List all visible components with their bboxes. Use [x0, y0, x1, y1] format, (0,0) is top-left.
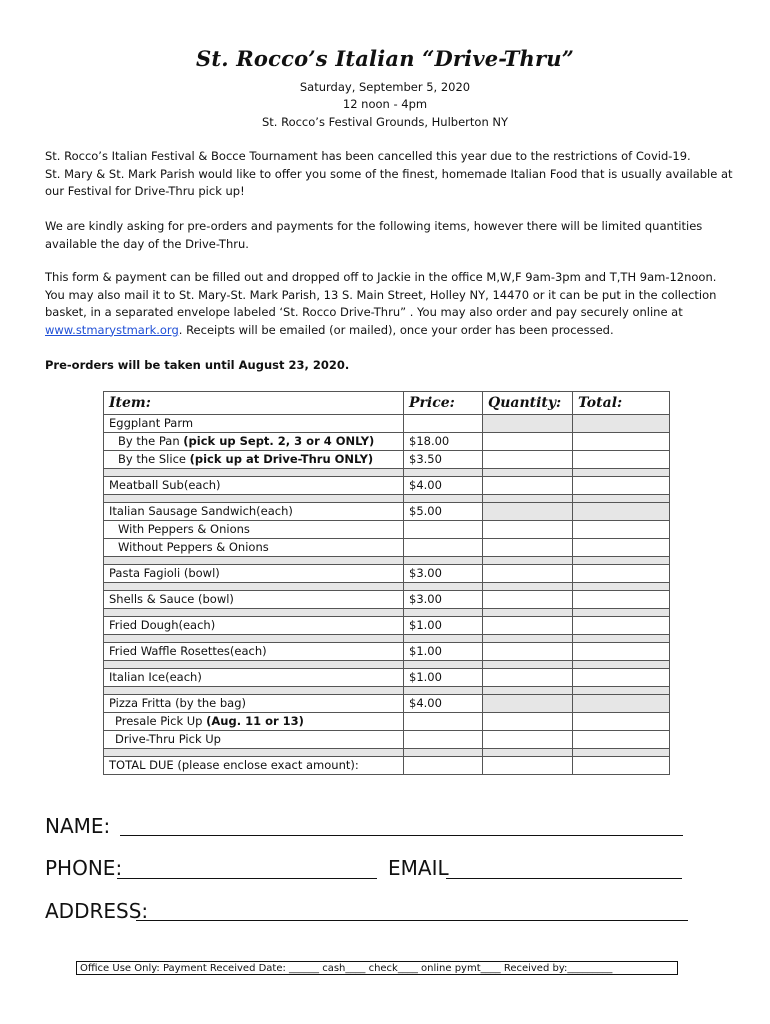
separator-row: [104, 749, 670, 757]
total-cell[interactable]: [573, 669, 670, 687]
preorder-line: We are kindly asking for pre-orders and payments for the following items, however there will be limited quantities: [45, 219, 703, 233]
price-cell: [404, 539, 483, 557]
item-cell: [104, 433, 404, 451]
item-cell: Without Peppers & Onions: [104, 539, 404, 557]
receipts-text: . Receipts will be emailed (or mailed), once your order has been processed.: [178, 322, 614, 337]
price-cell: [404, 731, 483, 749]
item-note: (pick up at Drive-Thru ONLY): [189, 452, 374, 466]
item-cell: Fried Waffle Rosettes(each): [104, 643, 404, 661]
instructions-paragraph: [45, 269, 735, 339]
table-row: [104, 713, 670, 731]
item-label: Presale Pick Up: [115, 714, 207, 728]
quantity-cell[interactable]: [483, 503, 573, 521]
price-cell: [404, 713, 483, 731]
quantity-cell[interactable]: [483, 669, 573, 687]
instructions-line: [45, 322, 735, 340]
table-row: [104, 503, 670, 521]
price-cell: $4.00: [404, 477, 483, 495]
event-location: St. Rocco’s Festival Grounds, Hulberton NY: [261, 115, 509, 129]
item-note: (pick up Sept. 2, 3 or 4 ONLY): [183, 434, 375, 448]
total-header: Total:: [573, 392, 670, 415]
separator-row: [104, 661, 670, 669]
quantity-cell[interactable]: [483, 521, 573, 539]
total-cell[interactable]: [573, 731, 670, 749]
table-row: [104, 451, 670, 469]
quantity-cell[interactable]: [483, 477, 573, 495]
separator-row: [104, 495, 670, 503]
item-header: Item:: [104, 392, 404, 415]
item-cell: Italian Sausage Sandwich(each): [104, 503, 404, 521]
total-due-label: TOTAL DUE (please enclose exact amount):: [104, 757, 404, 775]
item-cell: With Peppers & Onions: [104, 521, 404, 539]
price-cell: $3.00: [404, 565, 483, 583]
event-time: 12 noon - 4pm: [342, 97, 428, 111]
email-label: EMAIL: [388, 856, 449, 880]
price-cell: $1.00: [404, 643, 483, 661]
item-cell: Meatball Sub(each): [104, 477, 404, 495]
office-use-box: Office Use Only: Payment Received Date: ______ cash____ check____ online pymt____ Received by:_________: [76, 961, 678, 975]
item-label: By the Slice: [118, 452, 190, 466]
quantity-cell[interactable]: [483, 415, 573, 433]
total-due-row: [104, 757, 670, 775]
name-field[interactable]: [120, 817, 683, 836]
intro-line: St. Mary & St. Mark Parish would like to offer you some of the finest, homemade Italian Food that is usually available at: [45, 166, 733, 181]
quantity-cell[interactable]: [483, 591, 573, 609]
order-table: [103, 391, 670, 775]
intro-line: our Festival for Drive-Thru pick up!: [45, 184, 245, 198]
item-cell: [104, 713, 404, 731]
parish-website-link[interactable]: www.stmarystmark.org: [45, 322, 179, 337]
deadline-text: Pre-orders will be taken until August 23, 2020.: [45, 358, 350, 372]
quantity-cell[interactable]: [483, 643, 573, 661]
price-cell: [404, 415, 483, 433]
quantity-cell[interactable]: [483, 757, 573, 775]
table-row: [104, 539, 670, 557]
page-title: St. Rocco’s Italian “Drive-Thru”: [195, 46, 575, 71]
table-row: [104, 415, 670, 433]
item-label: By the Pan: [118, 434, 184, 448]
email-field[interactable]: [446, 860, 682, 879]
total-cell[interactable]: [573, 591, 670, 609]
total-cell[interactable]: [573, 713, 670, 731]
total-cell[interactable]: [573, 503, 670, 521]
total-cell[interactable]: [573, 565, 670, 583]
table-row: [104, 433, 670, 451]
separator-row: [104, 557, 670, 565]
total-cell[interactable]: [573, 695, 670, 713]
quantity-header: Quantity:: [483, 392, 573, 415]
item-cell: Drive-Thru Pick Up: [104, 731, 404, 749]
separator-row: [104, 687, 670, 695]
price-cell: $3.50: [404, 451, 483, 469]
intro-line: St. Rocco’s Italian Festival & Bocce Tournament has been cancelled this year due to the restrictions of Covid-19.: [45, 149, 691, 163]
price-cell: $1.00: [404, 669, 483, 687]
table-row: [104, 617, 670, 635]
phone-label: PHONE:: [45, 856, 123, 880]
address-label: ADDRESS:: [45, 899, 149, 923]
quantity-cell[interactable]: [483, 731, 573, 749]
table-row: [104, 521, 670, 539]
price-cell: $18.00: [404, 433, 483, 451]
separator-row: [104, 583, 670, 591]
quantity-cell[interactable]: [483, 433, 573, 451]
table-header-row: [104, 392, 670, 415]
total-cell[interactable]: [573, 415, 670, 433]
quantity-cell[interactable]: [483, 539, 573, 557]
total-cell[interactable]: [573, 477, 670, 495]
table-row: [104, 731, 670, 749]
total-cell[interactable]: [573, 433, 670, 451]
price-header: Price:: [404, 392, 483, 415]
item-cell: Shells & Sauce (bowl): [104, 591, 404, 609]
separator-row: [104, 469, 670, 477]
phone-field[interactable]: [117, 860, 377, 879]
preorder-line: available the day of the Drive-Thru.: [45, 236, 249, 251]
item-cell: Pasta Fagioli (bowl): [104, 565, 404, 583]
price-cell: [404, 757, 483, 775]
item-cell: [104, 451, 404, 469]
total-cell[interactable]: [573, 451, 670, 469]
table-row: [104, 669, 670, 687]
table-row: [104, 695, 670, 713]
item-cell: Fried Dough(each): [104, 617, 404, 635]
instructions-line: This form & payment can be filled out and dropped off to Jackie in the office M,W,F 9am-3pm and T,TH 9am-12noon.: [45, 270, 717, 284]
preorder-paragraph: [45, 218, 735, 253]
price-cell: $5.00: [404, 503, 483, 521]
table-row: [104, 591, 670, 609]
quantity-cell[interactable]: [483, 695, 573, 713]
instructions-line: You may also mail it to St. Mary-St. Mark Parish, 13 S. Main Street, Holley NY, 14470 or it can be put in the collection: [45, 287, 717, 302]
price-cell: $1.00: [404, 617, 483, 635]
total-due-cell[interactable]: [573, 757, 670, 775]
name-label: NAME:: [45, 814, 111, 838]
total-cell[interactable]: [573, 521, 670, 539]
quantity-cell[interactable]: [483, 451, 573, 469]
separator-row: [104, 635, 670, 643]
item-cell: Eggplant Parm: [104, 415, 404, 433]
price-cell: $3.00: [404, 591, 483, 609]
price-cell: $4.00: [404, 695, 483, 713]
address-field[interactable]: [136, 902, 688, 921]
total-cell[interactable]: [573, 539, 670, 557]
item-note: (Aug. 11 or 13): [206, 714, 304, 728]
separator-row: [104, 609, 670, 617]
total-cell[interactable]: [573, 617, 670, 635]
intro-paragraph: [45, 148, 735, 201]
total-cell[interactable]: [573, 643, 670, 661]
instructions-line: basket, in a separated envelope labeled ‘St. Rocco Drive-Thru” . You may also order and pay securely online at: [45, 305, 683, 319]
table-row: [104, 477, 670, 495]
item-cell: Italian Ice(each): [104, 669, 404, 687]
quantity-cell[interactable]: [483, 565, 573, 583]
table-row: [104, 565, 670, 583]
quantity-cell[interactable]: [483, 713, 573, 731]
table-row: [104, 643, 670, 661]
price-cell: [404, 521, 483, 539]
item-cell: Pizza Fritta (by the bag): [104, 695, 404, 713]
quantity-cell[interactable]: [483, 617, 573, 635]
event-date: Saturday, September 5, 2020: [299, 80, 471, 94]
